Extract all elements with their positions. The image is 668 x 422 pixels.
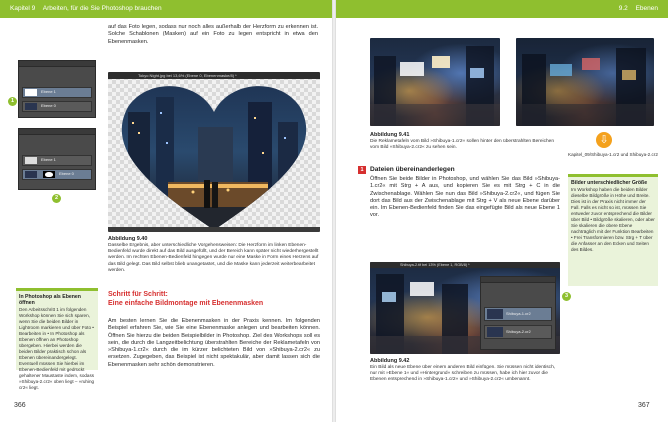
layer-row: Ebene 1 (22, 87, 92, 98)
page-number-right: 367 (638, 402, 650, 409)
right-running-header (336, 0, 668, 18)
step-heading-line2: Eine einfache Bildmontage mit Ebenenmasken (108, 300, 264, 307)
heart-photo (108, 72, 320, 232)
intro-paragraph: auf das Foto legen, sodass nur noch alles außerhalb der Herzform zu erkennen ist. Solche Schablonen (Masken) auf ein Foto zu legen entspricht in etwa den Ebenenmasken. (108, 24, 318, 45)
layer-row: Ebene 0 (22, 169, 92, 180)
step-heading-line1: Schritt für Schritt: (108, 291, 168, 298)
sidebar-note-text: Im Workshop haben die beiden Bilder dieselbe Bildgröße in Höhe und Breite. Dies ist in der Praxis nicht immer der Fall. Falls es nicht so ist, müssen Sie entweder zuvor entsprechend die Bilder über Bild • Bildgröße skalieren, oder aber Sie skalieren die obere Ebene nachträglich mit der Funktion Bearbeiten • Frei Transformieren bzw. Strg + T über die Anfasser an den Ecken und Seiten des Bildes. (571, 187, 655, 252)
figure-9-42-caption: Ein Bild als neue Ebene über einem anderen Bild einfügen. Sie müssen nicht identisch, nur mit »Ebene 1« und »Hintergrund« schreiben zu müssen, habe ich hier zuvor die Ebenen entsprechend in »Shibuya-1.cr2« und »Shibuya-2.cr2« umbenannt. (370, 365, 556, 383)
section-number: 9.2 (618, 5, 628, 12)
document-tab: Tokyo Night.jpg bei 13,6% (Ebene 0, Ebenenmaske/8) * (108, 72, 320, 79)
figure-marker-2: 2 (52, 194, 61, 203)
figure-9-41-title: Abbildung 9.41 (370, 132, 410, 138)
shibuya-1-photo (370, 38, 500, 126)
section-title: Ebenen (635, 5, 658, 12)
sidebar-tip-text: Den Arbeitsschritt 1 im folgenden Workshop können Sie sich sparen, wenn Sie die beiden Bilder in Lightroom markieren und über Foto • Bearbeiten in • In Photoshop als Ebenen öffnen an Photoshop übergeben. Hierbei werden die beiden Bilder praktisch schon als Ebenen übereinandergelegt. Eventuell müssen Sie hierbei im Ebenen-Bedienfeld mit gedrückt gehaltener Maustaste indem, sodass »Shibuya-2.cr2« oben liegt – »ruhing cr2« liegt. (19, 307, 95, 390)
chapter-label: Kapitel 9 (10, 5, 36, 12)
figure-marker-3: 3 (562, 292, 571, 301)
figure-9-40-caption: Dasselbe Ergebnis, aber unterschiedliche Vorgehensweisen: Die Herzform im linken Ebenen-Bedienfeld wurde direkt auf das Bild ausgefüllt, und der Bereich kann später nicht wiederhergestellt werden. Im rechten Ebenen-Bedienfeld hingegen wurde nur eine Maske in Form eines Herzens auf das Bild gelegt. Das Bild selbst blieb unangetastet, und die Maske kann jederzeit weiterbearbeitet werden. (108, 243, 319, 273)
page-number-left: 366 (14, 402, 26, 409)
document-tab: Shibuya-2.tif bei 13% (Ebene 1, RGB/8) * (370, 262, 560, 268)
layers-panel-right (18, 128, 96, 190)
layer-row: Ebene 1 (22, 155, 92, 166)
layered-screenshot (370, 262, 560, 354)
chapter-section: Arbeiten, für die Sie Photoshop brauchen (42, 5, 162, 12)
step-1-number: 1 (358, 166, 366, 174)
sidebar-tip-title: In Photoshop als Ebenen öffnen (19, 294, 81, 306)
sidebar-tip-box (16, 288, 98, 390)
figure-marker-1: 1 (8, 97, 17, 106)
layer-row: Shibuya-2.cr2 (484, 325, 552, 339)
sidebar-note-box (568, 174, 658, 286)
book-gutter (332, 0, 336, 422)
layers-panel (480, 276, 556, 350)
figure-9-42-title: Abbildung 9.42 (370, 358, 410, 364)
heart-mask-screenshot (108, 72, 320, 232)
download-file-label: Kapitel_09/Shibuya-1.cr2 und Shibuya-2.cr2 (568, 152, 658, 157)
layer-row: Ebene 0 (22, 101, 92, 112)
left-running-header (0, 0, 332, 18)
layers-panel-left (18, 60, 96, 118)
workshop-intro-paragraph: Am besten lernen Sie die Ebenenmasken in der Praxis kennen. Im folgenden Beispiel erfahren Sie, wie Sie eine Ebenenmaske anlegen und bearbeiten können. Öffnen Sie hierzu die beiden Beispielbilder in Photoshop. Ziel des Workshops soll es sein, die durch die Langzeitbelichtung überstrahlten Bereiche der Reklametafeln von »Shibuya-1.cr2« durch die im kürzer belichteten Bild von »Shibuya-2.cr2« zu ersetzen. Zugegeben, das Beispiel ist nicht spektakulär, aber damit lassen sich die Ebenenmasken sehr schön demonstrieren. (108, 318, 320, 368)
shibuya-2-photo (516, 38, 654, 126)
step-1-heading (358, 165, 558, 174)
step-1-title: Dateien übereinanderlegen (370, 166, 455, 173)
figure-9-40-title: Abbildung 9.40 (108, 236, 148, 242)
figure-9-41-caption: Die Reklametafeln vom Bild »Shibuya-1.cr2« sollen hinter den überstrahlten Bereichen vom Bild »Shibuya-2.cr2« zu sehen sein. (370, 139, 554, 151)
sidebar-note-title: Bilder unterschiedlicher Größe (571, 180, 648, 186)
step-1-body: Öffnen Sie beide Bilder in Photoshop, und wählen Sie das Bild »Shibuya-1.cr2« mit Strg + A aus, und kopieren Sie es mit Strg + C in die Zwischenablage. Wählen Sie nun das Bild »Shibuya-2.cr2«, und fügen Sie dort das Bild aus der Zwischenablage mit Strg + V als neue Ebene darüber ein. Im Ebenen-Bedienfeld finden Sie das eingefügte Bild als neue Ebene 1 vor. (370, 176, 560, 219)
download-icon (596, 132, 612, 148)
layer-row: Shibuya-1.cr2 (484, 307, 552, 321)
